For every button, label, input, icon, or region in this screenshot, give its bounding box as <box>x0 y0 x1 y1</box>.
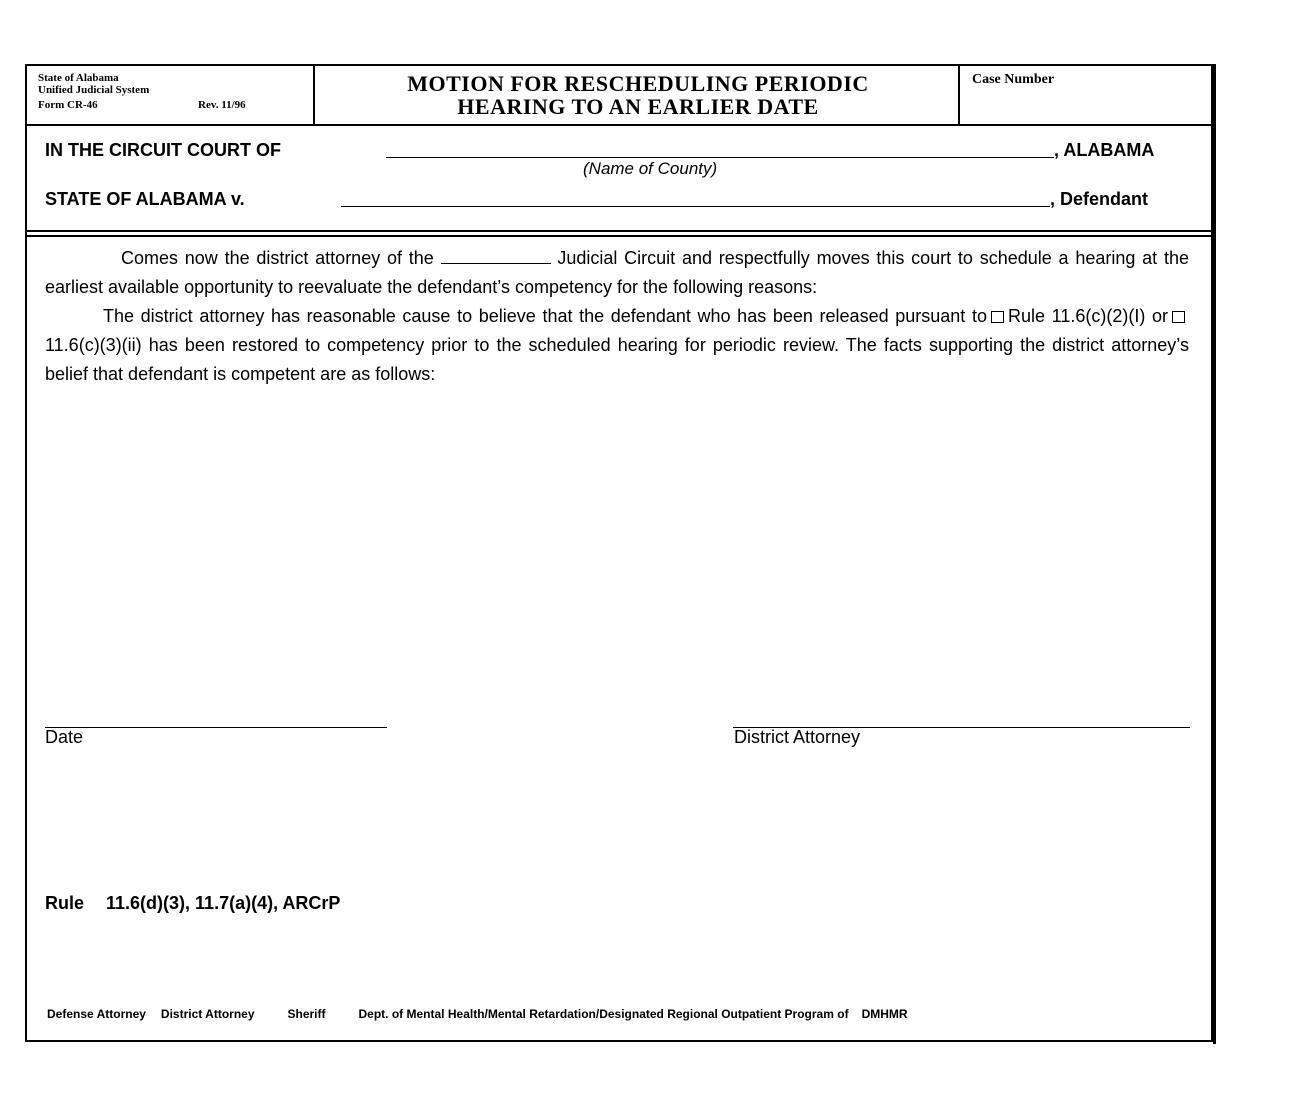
issuer-block <box>38 72 313 111</box>
date-field[interactable] <box>45 727 387 728</box>
section-rule-bottom <box>25 235 1215 237</box>
form-info-row <box>38 99 313 111</box>
rule-option-1-checkbox[interactable] <box>991 311 1004 323</box>
court-prefix: IN THE CIRCUIT COURT OF <box>45 140 281 160</box>
rule-label: Rule <box>45 893 85 913</box>
motion-body <box>45 244 1189 389</box>
distribution-item: Dept. of Mental Health/Mental Retardation/Designated Regional Outpatient Program of <box>358 1007 849 1021</box>
form-number: Form CR-46 <box>38 99 98 111</box>
rule-option-2-checkbox[interactable] <box>1172 311 1185 323</box>
court-suffix: , ALABAMA <box>1054 140 1155 160</box>
option-1-label: Rule 11.6(c)(2)(I) <box>1007 306 1146 326</box>
distribution-item: Defense Attorney <box>47 1007 146 1021</box>
county-field[interactable] <box>386 157 1054 158</box>
defendant-field[interactable] <box>341 206 1050 207</box>
para1-start: Comes now the district attorney of the <box>121 248 434 268</box>
header-divider-left <box>313 64 315 125</box>
option-2-label: 11.6(c)(3)(ii) <box>45 335 142 355</box>
issuer-line-1: State of Alabama <box>38 72 119 84</box>
county-hint: (Name of County) <box>583 159 718 178</box>
case-number-field[interactable] <box>962 95 1210 121</box>
para1-end: Judicial Circuit and respectfully moves this court to schedule a hearing at the earliest available opportunity to reevaluate the defendant’s competency for the following reasons: <box>45 248 1189 297</box>
date-label: Date <box>45 727 84 747</box>
case-number-label: Case Number <box>972 72 1055 87</box>
judicial-circuit-field[interactable] <box>441 249 551 264</box>
state-suffix: , Defendant <box>1050 189 1149 209</box>
para2-start: The district attorney has reasonable cause to believe that the defendant who has been released pursuant to <box>103 306 987 326</box>
paragraph-2 <box>45 302 1189 389</box>
distribution-item: Sheriff <box>287 1007 326 1021</box>
distribution-list <box>47 1007 1192 1021</box>
issuer-line-2: Unified Judicial System <box>38 84 150 96</box>
header-bottom-rule <box>25 124 1215 126</box>
rule-reference <box>45 893 340 914</box>
paragraph-1 <box>45 244 1189 302</box>
title-line-2: HEARING TO AN EARLIER DATE <box>457 94 819 119</box>
title-line-1: MOTION FOR RESCHEDULING PERIODIC <box>407 71 869 96</box>
distribution-item: District Attorney <box>160 1007 255 1021</box>
district-attorney-label: District Attorney <box>734 727 861 747</box>
header-divider-right <box>958 64 960 125</box>
frame-edge <box>1213 64 1216 1044</box>
rule-citations: 11.6(d)(3), 11.7(a)(4), ARCrP <box>106 893 341 913</box>
distribution-item: DMHMR <box>861 1007 908 1021</box>
para2-end: has been restored to competency prior to the scheduled hearing for periodic review. The facts supporting the district attorney’s belief that defendant is competent are as follows: <box>45 335 1189 384</box>
form-title <box>318 72 958 118</box>
or-word: or <box>1151 306 1168 326</box>
state-prefix: STATE OF ALABAMA v. <box>45 189 245 209</box>
form-revision: Rev. 11/96 <box>198 99 246 111</box>
section-rule-top <box>25 230 1215 232</box>
